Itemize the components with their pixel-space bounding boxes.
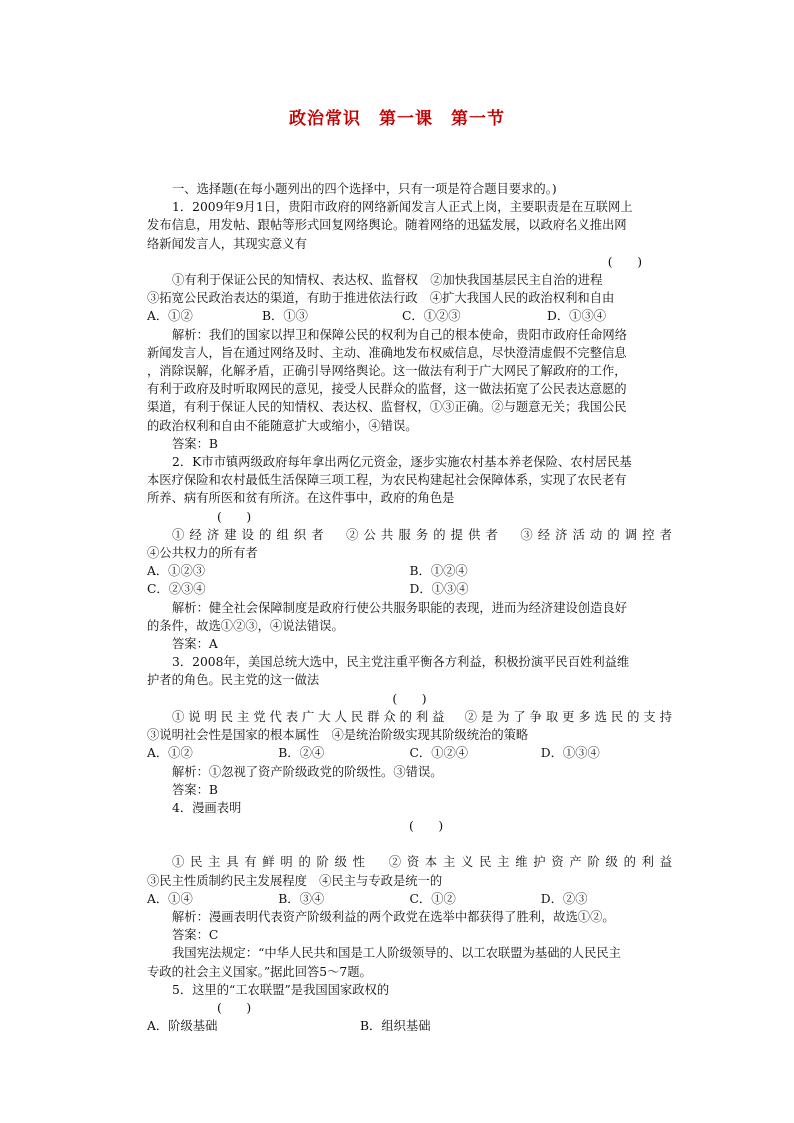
q3-options (147, 744, 672, 762)
q1-option-a: A．①② (147, 309, 193, 324)
q2-statement: ④公共权力的所有者 (147, 546, 258, 561)
q2-option-a: A．①②③ (147, 564, 206, 579)
q2-stem-line: 所养、病有所医和贫有所济。在这件事中，政府的角色是 (147, 491, 455, 506)
q4-option-d: D．②③ (540, 891, 588, 906)
q3-answer: 答案：B (172, 782, 218, 797)
q1-analysis-line: 解析：我们的国家以捍卫和保障公民的权利为自己的根本使命，贵阳市政府任命网络 (172, 327, 627, 342)
q5-stem-line: 5．这里的“工农联盟”是我国国家政权的 (172, 982, 390, 997)
q2-options-row (147, 562, 672, 580)
section-heading: 一、选择题(在每小题列出的四个选择中，只有一项是符合题目要求的。) (172, 182, 557, 196)
q3-stem-line: 护者的角色。民主党的这一做法 (147, 673, 320, 688)
q2-answer: 答案：A (172, 637, 218, 652)
q1-stem-line: 发布信息，用发帖、跟帖等形式回复网络舆论。随着网络的迅猛发展，以政府名义推出网 (147, 218, 627, 233)
constitution-line: 专政的社会主义国家。”据此回答5～7题。 (147, 964, 372, 979)
q4-cartoon-space (147, 835, 672, 853)
q1-options (147, 307, 672, 325)
page-title: 政治常识 第一课 第一节 (289, 109, 505, 129)
q3-answer-paren: ( ) (392, 691, 427, 706)
q1-answer: 答案：B (172, 436, 218, 451)
q2-analysis-line: 的条件，故选①②③，④说法错误。 (147, 618, 344, 633)
q2-option-b: B．①②④ (409, 564, 468, 579)
q1-statement: ③拓宽公民政治表达的渠道，有助于推进依法行政 ④扩大我国人民的政治权利和自由 (147, 291, 615, 306)
q2-statement: ①经济建设的组织者 ②公共服务的提供者 ③经济活动的调控者 (172, 527, 672, 542)
q2-option-c: C．②③④ (147, 582, 206, 597)
q1-analysis-line: 有利于政府及时听取网民的意见，接受人民群众的监督，这一做法拓宽了公民表达意愿的 (147, 382, 627, 397)
document-body (147, 180, 672, 1035)
q3-option-c: C．①②④ (409, 746, 469, 761)
q1-answer-paren: ( ) (607, 254, 642, 269)
q2-stem-line: 2．K市市镇两级政府每年拿出两亿元资金，逐步实施农村基本养老保险、农村居民基 (172, 455, 632, 470)
q2-analysis-line: 解析：健全社会保障制度是政府行使公共服务职能的表现，进而为经济建设创造良好 (172, 600, 627, 615)
q1-analysis-line: 的政治权利和自由不能随意扩大或缩小，④错误。 (147, 418, 418, 433)
q3-option-a: A．①② (147, 746, 193, 761)
q1-analysis-line: ，消除误解，化解矛盾，正确引导网络舆论。这一做法有利于广大网民了解政府的工作， (147, 364, 627, 379)
q4-answer-paren: ( ) (409, 819, 444, 834)
q1-stem-line: 络新闻发言人，其现实意义有 (147, 236, 307, 251)
q2-answer-paren: ( ) (217, 509, 252, 524)
q3-statement: ①说明民主党代表广大人民群众的利益 ②是为了争取更多选民的支持 (172, 709, 672, 724)
q4-statement: ③民主性质制约民主发展程度 ④民主与专政是统一的 (147, 873, 443, 888)
q4-options (147, 890, 672, 908)
q2-options-row (147, 580, 672, 598)
q4-stem-line: 4．漫画表明 (172, 800, 242, 815)
q4-option-b: B．③④ (278, 891, 325, 906)
q4-analysis-line: 解析：漫画表明代表资产阶级利益的两个政党在选举中都获得了胜利，故选①②。 (172, 909, 615, 924)
q5-option-a: A．阶级基础 (147, 1019, 218, 1034)
q3-statement: ③说明社会性是国家的根本属性 ④是统治阶级实现其阶级统治的策略 (147, 728, 529, 743)
q3-analysis-line: 解析：①忽视了资产阶级政党的阶级性。③错误。 (172, 764, 443, 779)
q1-option-b: B．①③ (262, 309, 308, 324)
q4-answer: 答案：C (172, 928, 219, 943)
q5-answer-paren: ( ) (217, 1000, 252, 1015)
q4-option-a: A．①④ (147, 891, 193, 906)
q1-option-c: C．①②③ (402, 309, 461, 324)
q1-analysis-line: 新闻发言人，旨在通过网络及时、主动、准确地发布权威信息，尽快澄清虚假不完整信息 (147, 345, 627, 360)
q5-option-b: B．组织基础 (360, 1019, 431, 1034)
q2-stem-line: 本医疗保险和农村最低生活保障三项工程，为农民构建起社会保障体系，实现了农民老有 (147, 473, 627, 488)
q4-option-c: C．①② (409, 891, 456, 906)
q1-option-d: D．①③④ (547, 309, 607, 324)
q2-option-d: D．①③④ (409, 582, 469, 597)
q3-option-b: B．②④ (278, 746, 325, 761)
q5-options (147, 1017, 672, 1035)
q1-analysis-line: 渠道，有利于保证人民的知情权、表达权、监督权，①③正确。②与题意无关；我国公民 (147, 400, 627, 415)
constitution-line: 我国宪法规定：“中华人民共和国是工人阶级领导的、以工农联盟为基础的人民民主 (172, 946, 621, 961)
q3-stem-line: 3．2008年，美国总统大选中，民主党注重平衡各方利益，积极扮演平民百姓利益维 (172, 655, 630, 670)
q1-statement: ①有利于保证公民的知情权、表达权、监督权 ②加快我国基层民主自治的进程 (172, 273, 603, 288)
q4-statement: ①民主具有鲜明的阶级性 ②资本主义民主维护资产阶级的利益 (172, 855, 672, 870)
q1-stem-line: 1．2009年9月1日，贵阳市政府的网络新闻发言人正式上岗，主要职责是在互联网上 (172, 200, 633, 215)
q3-option-d: D．①③④ (540, 746, 600, 761)
